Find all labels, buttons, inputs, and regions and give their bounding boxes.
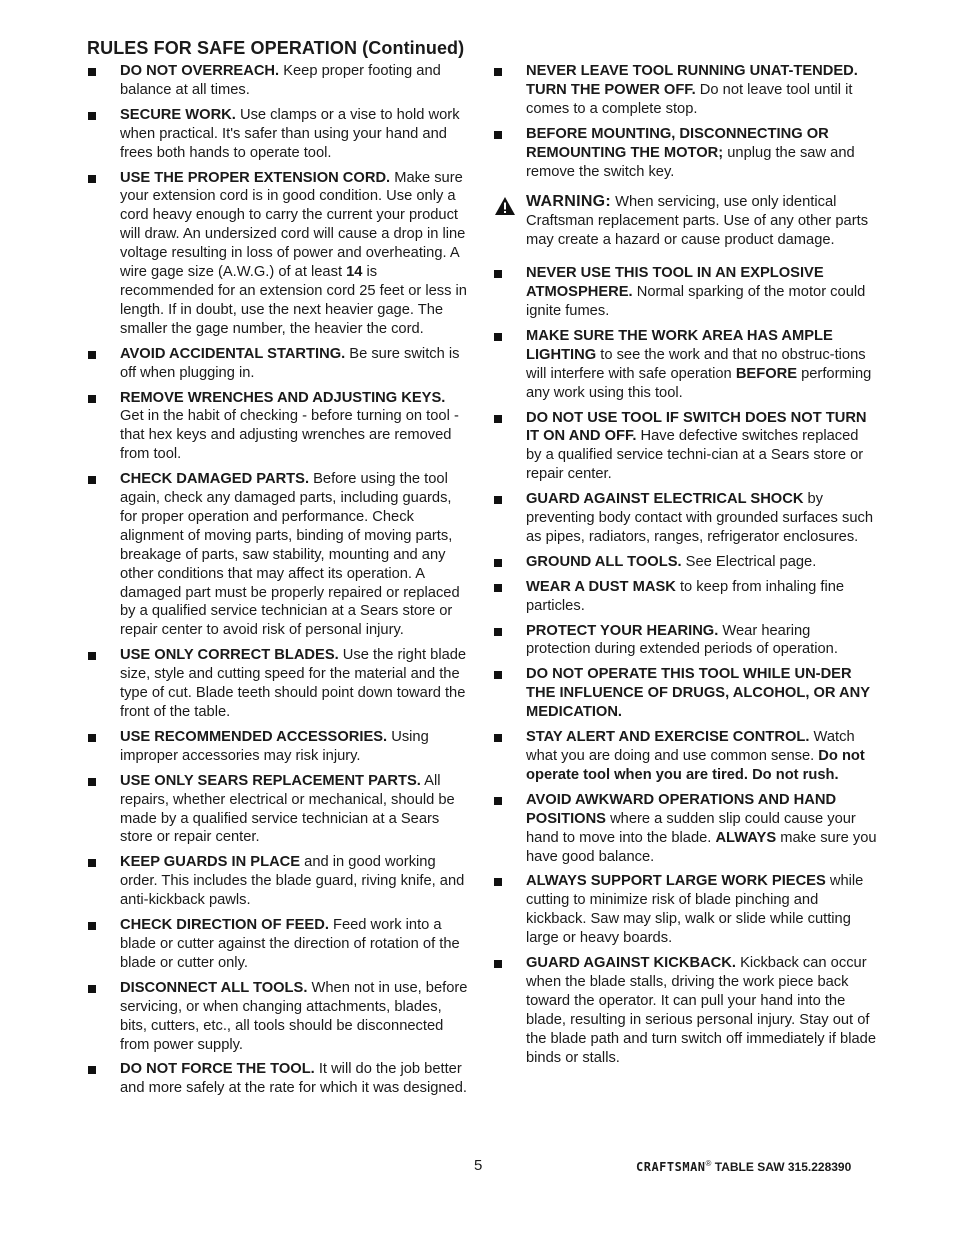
bullet-icon — [494, 584, 502, 592]
product-line — [636, 1159, 851, 1174]
left-column — [88, 62, 470, 1104]
bullet-icon — [494, 131, 502, 139]
page-number: 5 — [474, 1157, 483, 1174]
rule-item: SECURE WORK. Use clamps or a vise to hold work when practical. It's safer than using your hand and frees both hands to operate tool. — [88, 106, 470, 163]
rule-item: STAY ALERT AND EXERCISE CONTROL. Watch what you are doing and use common sense. Do not operate tool when you are tired. Do not rush. — [494, 728, 878, 785]
rule-item: AVOID AWKWARD OPERATIONS AND HAND POSITIONS where a sudden slip could cause your hand to move into the blade. ALWAYS make sure you have good balance. — [494, 791, 878, 867]
bullet-icon — [494, 68, 502, 76]
bullet-icon — [494, 960, 502, 968]
rule-item: GUARD AGAINST ELECTRICAL SHOCK by preventing body contact with grounded surfaces such as pipes, radiators, ranges, refrigerator enclosures. — [494, 490, 878, 547]
bullet-icon — [494, 333, 502, 341]
rule-item: USE THE PROPER EXTENSION CORD. Make sure your extension cord is in good condition. Use only a cord heavy enough to carry the current your product will draw. An undersized cord will cause a drop in line voltage resulting in loss of power and overheating. A wire gage size (A.W.G.) of at least 14 is recommended for an extension cord 25 feet or less in length. If in doubt, use the next heavier gage. The smaller the gage number, the heavier the cord. — [88, 169, 470, 339]
right-column — [494, 62, 878, 1074]
bullet-icon — [88, 1066, 96, 1074]
bullet-icon — [88, 985, 96, 993]
registered-mark: ® — [705, 1159, 712, 1168]
bullet-icon — [494, 797, 502, 805]
rule-item: KEEP GUARDS IN PLACE and in good working order. This includes the blade guard, riving knife, and anti-kickback pawls. — [88, 853, 470, 910]
rule-item: NEVER USE THIS TOOL IN AN EXPLOSIVE ATMOSPHERE. Normal sparking of the motor could ignite fumes. — [494, 264, 878, 321]
rule-item: MAKE SURE THE WORK AREA HAS AMPLE LIGHTING to see the work and that no obstruc-tions will interfere with safe operation BEFORE performing any work using this tool. — [494, 327, 878, 403]
rule-item: USE ONLY SEARS REPLACEMENT PARTS. All repairs, whether electrical or mechanical, should be made by a qualified service technician at a Sears store or repair center. — [88, 772, 470, 848]
rule-item: AVOID ACCIDENTAL STARTING. Be sure switch is off when plugging in. — [88, 345, 470, 383]
rule-item: USE RECOMMENDED ACCESSORIES. Using improper accessories may risk injury. — [88, 728, 470, 766]
rule-item: BEFORE MOUNTING, DISCONNECTING OR REMOUNTING THE MOTOR; unplug the saw and remove the switch key. — [494, 125, 878, 182]
bullet-icon — [88, 734, 96, 742]
rule-item: REMOVE WRENCHES AND ADJUSTING KEYS. Get in the habit of checking - before turning on tool - that hex keys and adjusting wrenches are removed from tool. — [88, 389, 470, 465]
bullet-icon — [88, 175, 96, 183]
bullet-icon — [88, 652, 96, 660]
bullet-icon — [494, 559, 502, 567]
bullet-icon — [494, 734, 502, 742]
rule-item: DISCONNECT ALL TOOLS. When not in use, before servicing, or when changing attachments, blades, bits, cutters, etc., all tools should be disconnected from power supply. — [88, 979, 470, 1055]
rule-item: ALWAYS SUPPORT LARGE WORK PIECES while cutting to minimize risk of blade pinching and kickback. Saw may slip, walk or slide while cutting large or heavy boards. — [494, 872, 878, 948]
page-footer — [0, 1157, 954, 1177]
rule-item: DO NOT FORCE THE TOOL. It will do the job better and more safely at the rate for which it was designed. — [88, 1060, 470, 1098]
rule-item: DO NOT OPERATE THIS TOOL WHILE UN-DER THE INFLUENCE OF DRUGS, ALCOHOL, OR ANY MEDICATION. — [494, 665, 878, 722]
warning-text: When servicing, use only identical Craftsman replacement parts. Use of any other parts may create a hazard or cause product damage. — [526, 194, 869, 249]
warning-triangle-icon — [494, 196, 516, 216]
rule-item: CHECK DIRECTION OF FEED. Feed work into a blade or cutter against the direction of rotation of the blade or cutter only. — [88, 916, 470, 973]
bullet-icon — [494, 628, 502, 636]
bullet-icon — [494, 496, 502, 504]
rule-item: DO NOT OVERREACH. Keep proper footing and balance at all times. — [88, 62, 470, 100]
rule-item: GUARD AGAINST KICKBACK. Kickback can occur when the blade stalls, driving the work piece back toward the operator. It can pull your hand into the blade, resulting in serious personal injury. Stay out of the blade path and turn switch off immediately if blade binds or stalls. — [494, 954, 878, 1067]
bullet-icon — [88, 859, 96, 867]
bullet-icon — [494, 671, 502, 679]
rule-item: WEAR A DUST MASK to keep from inhaling fine particles. — [494, 578, 878, 616]
warning-label: WARNING: — [526, 193, 612, 211]
warning-note — [494, 193, 878, 250]
bullet-icon — [88, 922, 96, 930]
rule-item: GROUND ALL TOOLS. See Electrical page. — [494, 553, 878, 572]
product-name: TABLE SAW 315.228390 — [711, 1160, 852, 1174]
bullet-icon — [494, 270, 502, 278]
bullet-icon — [88, 476, 96, 484]
rule-item: DO NOT USE TOOL IF SWITCH DOES NOT TURN IT ON AND OFF. Have defective switches replaced by a qualified service techni-cian at a Sears store or repair center. — [494, 409, 878, 485]
page-title: RULES FOR SAFE OPERATION (Continued) — [87, 38, 465, 58]
bullet-icon — [494, 415, 502, 423]
bullet-icon — [88, 395, 96, 403]
rule-item: CHECK DAMAGED PARTS. Before using the tool again, check any damaged parts, including guards, for proper operation and performance. Check alignment of moving parts, binding of moving parts, breakage of parts, saw stability, mounting and any other conditions that may affect its operation. A damaged part must be properly repaired or replaced by a qualified service technician at a Sears store or repair center to avoid risk of personal injury. — [88, 470, 470, 640]
brand-logo: CRAFTSMAN — [636, 1160, 706, 1174]
bullet-icon — [88, 351, 96, 359]
rule-item: USE ONLY CORRECT BLADES. Use the right blade size, style and cutting speed for the material and the type of cut. Blade teeth should point down toward the front of the table. — [88, 646, 470, 722]
bullet-icon — [88, 778, 96, 786]
bullet-icon — [494, 878, 502, 886]
rule-item: NEVER LEAVE TOOL RUNNING UNAT-TENDED. TURN THE POWER OFF. Do not leave tool until it comes to a complete stop. — [494, 62, 878, 119]
bullet-icon — [88, 112, 96, 120]
bullet-icon — [88, 68, 96, 76]
rule-item: PROTECT YOUR HEARING. Wear hearing protection during extended periods of operation. — [494, 622, 878, 660]
